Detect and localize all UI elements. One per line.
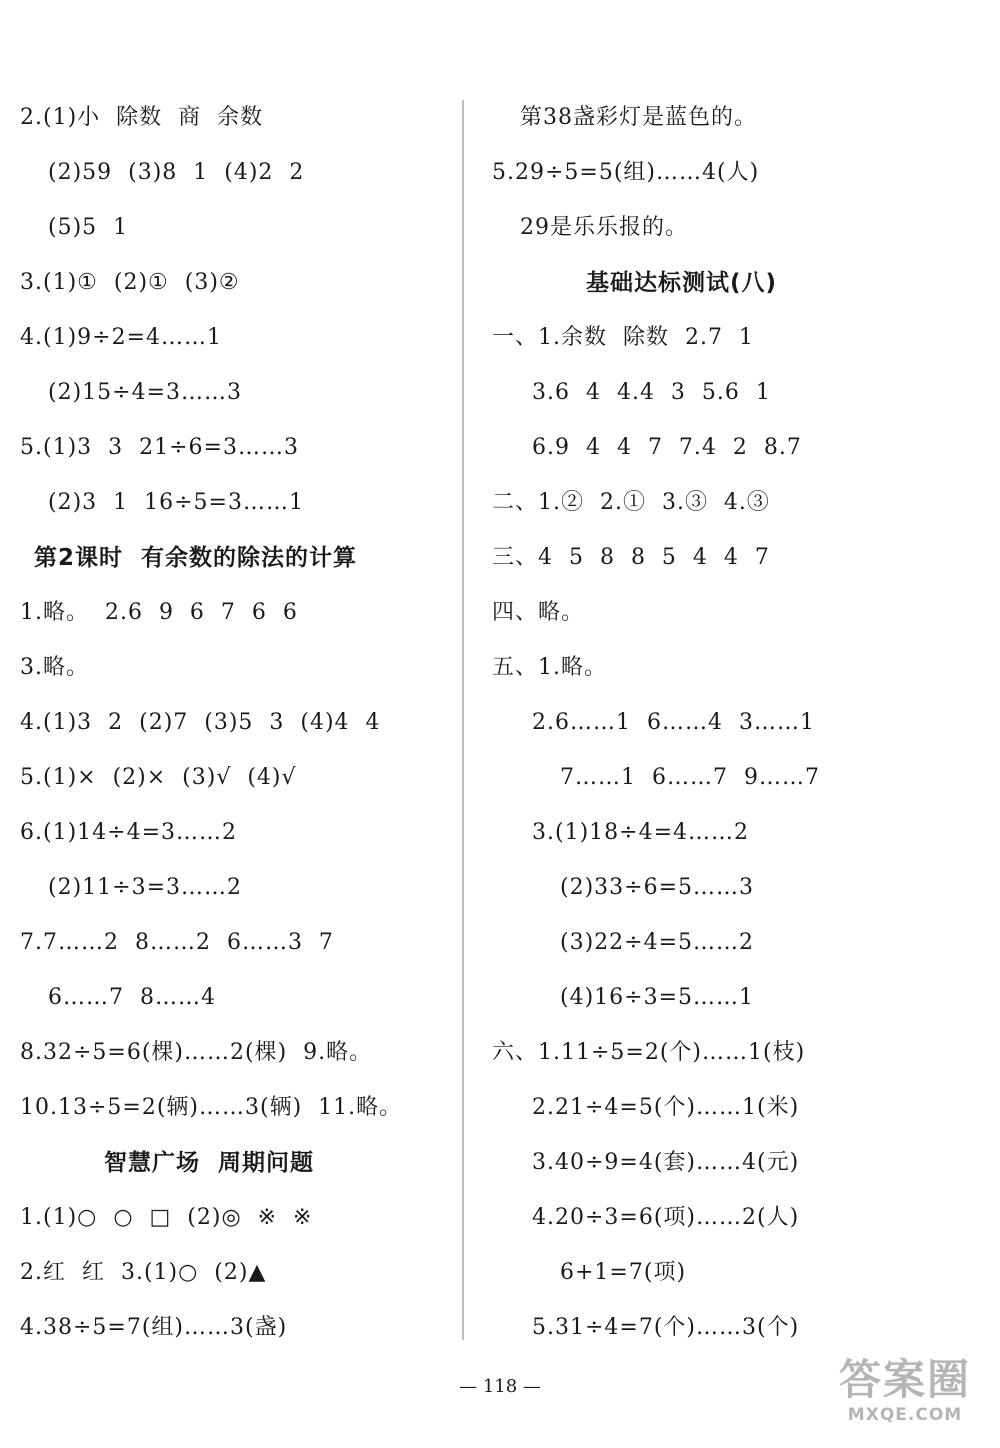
watermark-logo — [815, 1355, 995, 1445]
answer-line: 5.31÷4=7(个)……3(个) — [532, 1315, 800, 1340]
answer-line: 三、4 5 8 8 5 4 4 7 — [492, 545, 770, 570]
answer-line: (3)22÷4=5……2 — [560, 930, 755, 955]
answer-line: 6.(1)14÷4=3……2 — [20, 820, 238, 845]
answer-line: 3.(1)① (2)① (3)② — [20, 270, 240, 295]
answer-line: (4)16÷3=5……1 — [560, 985, 755, 1010]
answer-line: 5.29÷5=5(组)……4(人) — [492, 160, 760, 185]
answer-line: 4.38÷5=7(组)……3(盏) — [20, 1315, 288, 1340]
answer-line: 第38盏彩灯是蓝色的。 — [520, 105, 757, 130]
answer-line: 1.略。 2.6 9 6 7 6 6 — [20, 600, 298, 625]
answer-line: 6……7 8……4 — [48, 985, 216, 1010]
section-heading: 第2课时 有余数的除法的计算 — [34, 545, 358, 571]
answer-line: 一、1.余数 除数 2.7 1 — [492, 325, 754, 350]
answer-line: 5.(1)3 3 21÷6=3……3 — [20, 435, 299, 460]
answer-line: 8.32÷5=6(棵)……2(棵) 9.略。 — [20, 1040, 373, 1065]
answer-line: 2.21÷4=5(个)……1(米) — [532, 1095, 800, 1120]
answer-line: 四、略。 — [492, 600, 585, 625]
answer-line: 29是乐乐报的。 — [520, 215, 688, 240]
column-divider — [462, 100, 464, 1340]
answer-line: (5)5 1 — [48, 215, 129, 240]
answer-line: 7.7……2 8……2 6……3 7 — [20, 930, 334, 955]
answer-line: 6+1=7(项) — [560, 1260, 687, 1285]
answer-line: 4.20÷3=6(项)……2(人) — [532, 1205, 800, 1230]
answer-line: 3.40÷9=4(套)……4(元) — [532, 1150, 800, 1175]
answer-line: 5.(1)× (2)× (3)√ (4)√ — [20, 765, 297, 790]
answer-line: 3.(1)18÷4=4……2 — [532, 820, 750, 845]
answer-line: 2.(1)小 除数 商 余数 — [20, 105, 264, 130]
answer-line: 3.略。 — [20, 655, 89, 680]
section-heading: 基础达标测试(八) — [586, 270, 778, 296]
answer-line: (2)59 (3)8 1 (4)2 2 — [48, 160, 305, 185]
answer-line: 10.13÷5=2(辆)……3(辆) 11.略。 — [20, 1095, 403, 1120]
answer-line: 6.9 4 4 7 7.4 2 8.7 — [532, 435, 802, 460]
answer-line: 4.(1)9÷2=4……1 — [20, 325, 223, 350]
answer-line: 2.6……1 6……4 3……1 — [532, 710, 815, 735]
answer-line: 二、1.② 2.① 3.③ 4.③ — [492, 490, 770, 515]
answer-line: (2)3 1 16÷5=3……1 — [48, 490, 304, 515]
answer-line: (2)33÷6=5……3 — [560, 875, 755, 900]
answer-line: 2.红 红 3.(1)○ (2)▲ — [20, 1260, 267, 1285]
answer-line: 六、1.11÷5=2(个)……1(枝) — [492, 1040, 806, 1065]
answer-line: 3.6 4 4.4 3 5.6 1 — [532, 380, 771, 405]
watermark-url: MXQE.COM — [847, 1405, 963, 1425]
watermark-title: 答案圈 — [838, 1355, 971, 1404]
answer-line: 4.(1)3 2 (2)7 (3)5 3 (4)4 4 — [20, 710, 381, 735]
answer-line: (2)15÷4=3……3 — [48, 380, 243, 405]
page-number: — 118 — — [459, 1376, 541, 1397]
section-heading: 智慧广场 周期问题 — [104, 1150, 315, 1176]
answer-line: 7……1 6……7 9……7 — [560, 765, 820, 790]
answer-line: (2)11÷3=3……2 — [48, 875, 243, 900]
answer-line: 1.(1)○ ○ □ (2)◎ ※ ※ — [20, 1205, 313, 1230]
answer-line: 五、1.略。 — [492, 655, 607, 680]
